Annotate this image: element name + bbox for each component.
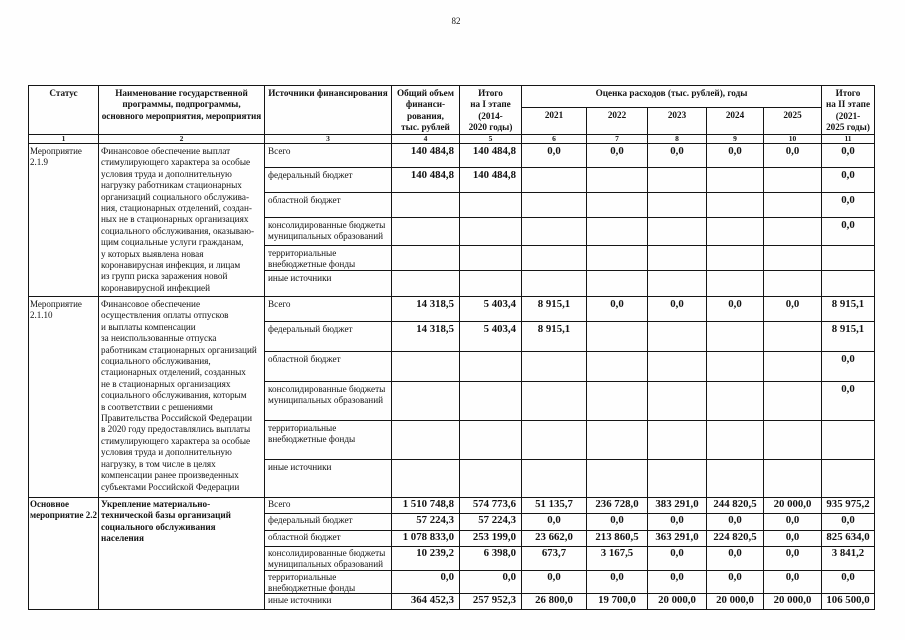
funding-source-label: федеральный бюджет xyxy=(268,515,353,525)
year-value-2025: 0,0 xyxy=(764,531,822,547)
year-value-2022 xyxy=(587,193,648,218)
program-name-line: коронавирусной инфекцией xyxy=(101,282,211,293)
total-funding-value: 1 510 748,8 xyxy=(392,498,460,514)
year-value-2022 xyxy=(587,421,648,460)
stage-1-total-value: 5 403,4 xyxy=(460,297,522,322)
year-value-2024 xyxy=(707,193,764,218)
funding-source-cell xyxy=(265,271,392,297)
column-number-11: 11 xyxy=(822,135,875,144)
year-value-2023 xyxy=(648,352,707,382)
year-value-2022: 0,0 xyxy=(587,571,648,594)
status-text-line: Основное xyxy=(30,499,69,509)
year-value-2023: 0,0 xyxy=(648,514,707,531)
year-value-2024 xyxy=(707,382,764,421)
funding-source-label: Всего xyxy=(268,299,291,309)
stage-2-total-value: 8 915,1 xyxy=(822,322,875,352)
year-value-2025: 0,0 xyxy=(764,144,822,168)
header-text-line: 2020 годы) xyxy=(468,122,513,133)
header-status: Статус xyxy=(29,86,99,135)
total-funding-value xyxy=(392,271,460,297)
status-text-line: 2.1.9 xyxy=(30,157,48,168)
funding-source-cell xyxy=(265,246,392,271)
program-name-line: социального обслуживания, xyxy=(101,356,211,367)
program-name-line: осуществления оплаты отпусков xyxy=(101,310,229,321)
header-text-line: (2014- xyxy=(478,110,503,121)
header-text-line: тыс. рублей xyxy=(401,122,450,133)
program-name-line: у которых выявлена новая xyxy=(101,248,204,259)
header-program-name xyxy=(99,86,265,135)
header-text-line: финанси- xyxy=(405,99,446,110)
header-year-2021: 2021 xyxy=(522,108,587,135)
year-value-2023: 0,0 xyxy=(648,571,707,594)
funding-source-cell xyxy=(265,531,392,547)
year-value-2024: 0,0 xyxy=(707,571,764,594)
year-value-2024: 0,0 xyxy=(707,297,764,322)
status-text-line: 2.1.10 xyxy=(30,310,53,321)
funding-source-label: консолидированные бюджеты xyxy=(268,384,386,394)
program-name-line: компенсации ранее произведенных xyxy=(101,470,239,481)
stage-1-total-value: 6 398,0 xyxy=(460,547,522,571)
header-year-2023: 2023 xyxy=(648,108,707,135)
year-value-2021 xyxy=(522,271,587,297)
year-value-2024: 20 000,0 xyxy=(707,594,764,610)
stage-2-total-value: 0,0 xyxy=(822,193,875,218)
year-value-2021: 26 800,0 xyxy=(522,594,587,610)
year-value-2025 xyxy=(764,168,822,193)
header-funding-sources: Источники финансирования xyxy=(265,86,392,135)
year-value-2021 xyxy=(522,421,587,460)
program-name-line: щим социальные услуги гражданам, xyxy=(101,237,244,248)
year-value-2023 xyxy=(648,168,707,193)
funding-source-label: иные источники xyxy=(268,462,332,472)
header-year-2022: 2022 xyxy=(587,108,648,135)
year-value-2024 xyxy=(707,218,764,246)
program-name-line: не в стационарных организациях xyxy=(101,378,231,389)
total-funding-value xyxy=(392,382,460,421)
stage-1-total-value: 140 484,8 xyxy=(460,144,522,168)
program-name-line: нагрузку, в том числе в целях xyxy=(101,458,216,469)
program-name-line: в 2020 году предоставлялись выплаты xyxy=(101,424,251,435)
funding-source-cell xyxy=(265,144,392,168)
column-number-8: 8 xyxy=(648,135,707,144)
total-funding-value: 14 318,5 xyxy=(392,322,460,352)
stage-1-total-value xyxy=(460,421,522,460)
header-text-line: на I этапе xyxy=(470,99,511,110)
column-number-2: 2 xyxy=(99,135,265,144)
status-cell xyxy=(29,144,99,297)
funding-source-label: областной бюджет xyxy=(268,195,341,205)
year-value-2023 xyxy=(648,246,707,271)
program-name-line: условия труда и дополнительную xyxy=(101,168,232,179)
year-value-2024: 0,0 xyxy=(707,144,764,168)
program-name-line: из групп риска заражения новой xyxy=(101,271,228,282)
program-name-line: социального обслуживания, которым xyxy=(101,390,247,401)
funding-source-label: муниципальных образований xyxy=(268,231,384,242)
column-number-10: 10 xyxy=(764,135,822,144)
status-text-line: мероприятие 2.2 xyxy=(30,510,97,521)
year-value-2021: 0,0 xyxy=(522,571,587,594)
year-value-2024: 0,0 xyxy=(707,547,764,571)
status-text-line: Мероприятие xyxy=(30,299,82,309)
funding-source-cell xyxy=(265,421,392,460)
total-funding-value: 10 239,2 xyxy=(392,547,460,571)
year-value-2022: 19 700,0 xyxy=(587,594,648,610)
year-value-2022: 213 860,5 xyxy=(587,531,648,547)
year-value-2021 xyxy=(522,352,587,382)
stage-1-total-value xyxy=(460,382,522,421)
program-name-line: Финансовое обеспечение выплат xyxy=(101,146,231,156)
stage-1-total-value xyxy=(460,193,522,218)
year-value-2021: 8 915,1 xyxy=(522,322,587,352)
status-cell xyxy=(29,297,99,498)
year-value-2023: 0,0 xyxy=(648,547,707,571)
funding-source-cell xyxy=(265,547,392,571)
total-funding-value xyxy=(392,246,460,271)
header-text-line: (2021- xyxy=(835,110,861,121)
funding-source-cell xyxy=(265,460,392,498)
program-name-line: ния, стационарных отделений, создан- xyxy=(101,203,252,214)
year-value-2022 xyxy=(587,271,648,297)
year-value-2025: 0,0 xyxy=(764,547,822,571)
stage-1-total-value xyxy=(460,460,522,498)
year-value-2021 xyxy=(522,193,587,218)
stage-2-total-value: 0,0 xyxy=(822,571,875,594)
year-value-2022 xyxy=(587,352,648,382)
funding-source-label: территориальные xyxy=(268,248,337,258)
program-name-line: населения xyxy=(101,533,144,544)
year-value-2023 xyxy=(648,193,707,218)
status-cell xyxy=(29,498,99,610)
year-value-2022 xyxy=(587,246,648,271)
stage-2-total-value: 106 500,0 xyxy=(822,594,875,610)
program-name-line: стационарных отделений, созданных xyxy=(101,367,246,378)
program-name-line: Финансовое обеспечение xyxy=(101,299,201,309)
year-value-2024 xyxy=(707,421,764,460)
program-name-line: коронавирусная инфекция, и лицам xyxy=(101,260,241,271)
year-value-2025: 0,0 xyxy=(764,571,822,594)
program-name-line: и выплаты компенсации xyxy=(101,321,196,332)
header-year-2024: 2024 xyxy=(707,108,764,135)
stage-1-total-value: 140 484,8 xyxy=(460,168,522,193)
year-value-2023 xyxy=(648,322,707,352)
program-name-line: Правительства Российской Федерации xyxy=(101,413,253,424)
stage-2-total-value: 0,0 xyxy=(822,144,875,168)
year-value-2021 xyxy=(522,218,587,246)
funding-source-label: внебюджетные фонды xyxy=(268,259,356,270)
header-text-line: на II этапе xyxy=(825,99,871,110)
funding-source-label: муниципальных образований xyxy=(268,559,384,570)
program-name-line: в соответствии с решениями xyxy=(101,401,213,412)
funding-source-cell xyxy=(265,322,392,352)
header-text-line: 2025 годы) xyxy=(826,122,870,133)
status-text-line: Мероприятие xyxy=(30,146,82,156)
stage-1-total-value: 5 403,4 xyxy=(460,322,522,352)
total-funding-value: 57 224,3 xyxy=(392,514,460,531)
total-funding-value: 14 318,5 xyxy=(392,297,460,322)
stage-2-total-value xyxy=(822,460,875,498)
year-value-2021: 23 662,0 xyxy=(522,531,587,547)
header-text-line: Наименование государственной xyxy=(115,88,248,98)
program-name-line: субъектами Российской Федерации xyxy=(101,481,240,492)
column-number-3: 3 xyxy=(265,135,392,144)
funding-source-cell xyxy=(265,498,392,514)
year-value-2022: 0,0 xyxy=(587,297,648,322)
program-name-line: стимулирующего характера за особые xyxy=(101,435,251,446)
stage-2-total-value: 3 841,2 xyxy=(822,547,875,571)
program-name-line: за неиспользованные отпуска xyxy=(101,333,217,344)
header-text-line: Итого xyxy=(835,88,861,98)
funding-source-label: федеральный бюджет xyxy=(268,170,353,180)
header-stage-1-total xyxy=(460,86,522,135)
funding-source-label: иные источники xyxy=(268,273,332,283)
program-name-line: технической базы организаций xyxy=(101,510,231,521)
year-value-2023 xyxy=(648,460,707,498)
year-value-2025: 0,0 xyxy=(764,514,822,531)
year-value-2023: 20 000,0 xyxy=(648,594,707,610)
total-funding-value xyxy=(392,421,460,460)
funding-source-cell xyxy=(265,594,392,610)
funding-source-label: консолидированные бюджеты xyxy=(268,220,386,230)
stage-2-total-value xyxy=(822,421,875,460)
year-value-2025 xyxy=(764,271,822,297)
funding-source-label: областной бюджет xyxy=(268,354,341,364)
funding-source-cell xyxy=(265,352,392,382)
stage-1-total-value: 257 952,3 xyxy=(460,594,522,610)
total-funding-value: 140 484,8 xyxy=(392,144,460,168)
year-value-2025 xyxy=(764,193,822,218)
year-value-2025 xyxy=(764,460,822,498)
header-expense-estimate: Оценка расходов (тыс. рублей), годы xyxy=(522,86,822,108)
year-value-2022 xyxy=(587,218,648,246)
total-funding-value xyxy=(392,193,460,218)
column-number-6: 6 xyxy=(522,135,587,144)
year-value-2021 xyxy=(522,382,587,421)
year-value-2023 xyxy=(648,218,707,246)
year-value-2024: 224 820,5 xyxy=(707,531,764,547)
year-value-2022: 236 728,0 xyxy=(587,498,648,514)
year-value-2023: 0,0 xyxy=(648,144,707,168)
year-value-2021: 673,7 xyxy=(522,547,587,571)
funding-source-cell xyxy=(265,297,392,322)
funding-source-cell xyxy=(265,514,392,531)
column-number-5: 5 xyxy=(460,135,522,144)
program-name-line: нагрузку работникам стационарных xyxy=(101,180,242,191)
year-value-2023: 0,0 xyxy=(648,297,707,322)
year-value-2022: 3 167,5 xyxy=(587,547,648,571)
stage-1-total-value xyxy=(460,271,522,297)
year-value-2023 xyxy=(648,421,707,460)
year-value-2022 xyxy=(587,322,648,352)
funding-source-label: внебюджетные фонды xyxy=(268,583,356,594)
stage-1-total-value xyxy=(460,246,522,271)
stage-1-total-value: 574 773,6 xyxy=(460,498,522,514)
program-name-cell xyxy=(99,498,265,610)
program-name-line: организаций социального обслужива- xyxy=(101,191,250,202)
stage-2-total-value: 935 975,2 xyxy=(822,498,875,514)
year-value-2024 xyxy=(707,322,764,352)
total-funding-value: 1 078 833,0 xyxy=(392,531,460,547)
year-value-2022 xyxy=(587,168,648,193)
program-name-cell xyxy=(99,144,265,297)
year-value-2025 xyxy=(764,246,822,271)
header-text-line: Итого xyxy=(478,88,503,98)
program-name-line: Укрепление материально- xyxy=(101,499,211,509)
year-value-2021: 8 915,1 xyxy=(522,297,587,322)
page-number: 82 xyxy=(451,16,461,26)
stage-2-total-value: 0,0 xyxy=(822,168,875,193)
column-number-4: 4 xyxy=(392,135,460,144)
year-value-2025 xyxy=(764,352,822,382)
stage-2-total-value xyxy=(822,246,875,271)
year-value-2024 xyxy=(707,168,764,193)
total-funding-value xyxy=(392,460,460,498)
header-year-2025: 2025 xyxy=(764,108,822,135)
stage-2-total-value: 0,0 xyxy=(822,352,875,382)
funding-source-cell xyxy=(265,168,392,193)
header-text-line: программы, подпрограммы, xyxy=(122,99,241,110)
total-funding-value xyxy=(392,352,460,382)
program-name-cell xyxy=(99,297,265,498)
stage-2-total-value xyxy=(822,271,875,297)
funding-source-label: Всего xyxy=(268,146,291,156)
funding-source-label: территориальные xyxy=(268,423,337,433)
funding-source-label: внебюджетные фонды xyxy=(268,434,356,445)
header-text-line: рования, xyxy=(407,110,444,121)
funding-source-cell xyxy=(265,193,392,218)
year-value-2021: 51 135,7 xyxy=(522,498,587,514)
funding-source-label: иные источники xyxy=(268,595,332,605)
stage-1-total-value xyxy=(460,218,522,246)
funding-source-cell xyxy=(265,571,392,594)
funding-source-label: Всего xyxy=(268,499,291,509)
funding-source-cell xyxy=(265,382,392,421)
year-value-2025 xyxy=(764,322,822,352)
year-value-2022: 0,0 xyxy=(587,514,648,531)
total-funding-value: 0,0 xyxy=(392,571,460,594)
year-value-2023: 363 291,0 xyxy=(648,531,707,547)
program-name-line: стимулирующего характера за особые xyxy=(101,157,251,168)
year-value-2024 xyxy=(707,246,764,271)
funding-source-label: областной бюджет xyxy=(268,532,341,542)
year-value-2023: 383 291,0 xyxy=(648,498,707,514)
stage-2-total-value: 0,0 xyxy=(822,382,875,421)
funding-source-label: федеральный бюджет xyxy=(268,324,353,334)
funding-source-label: консолидированные бюджеты xyxy=(268,548,386,558)
stage-1-total-value: 253 199,0 xyxy=(460,531,522,547)
year-value-2022 xyxy=(587,460,648,498)
year-value-2024: 0,0 xyxy=(707,514,764,531)
program-name-line: условия труда и дополнительную xyxy=(101,447,232,458)
stage-1-total-value: 57 224,3 xyxy=(460,514,522,531)
stage-1-total-value xyxy=(460,352,522,382)
stage-2-total-value: 0,0 xyxy=(822,514,875,531)
column-number-1: 1 xyxy=(29,135,99,144)
year-value-2021 xyxy=(522,168,587,193)
funding-source-label: территориальные xyxy=(268,572,337,582)
year-value-2025: 20 000,0 xyxy=(764,498,822,514)
year-value-2025 xyxy=(764,218,822,246)
program-name-line: социального обслуживания xyxy=(101,521,216,532)
funding-source-label: муниципальных образований xyxy=(268,395,384,406)
column-number-9: 9 xyxy=(707,135,764,144)
stage-2-total-value: 0,0 xyxy=(822,218,875,246)
year-value-2021: 0,0 xyxy=(522,144,587,168)
total-funding-value: 364 452,3 xyxy=(392,594,460,610)
year-value-2025: 0,0 xyxy=(764,297,822,322)
year-value-2022 xyxy=(587,382,648,421)
year-value-2024 xyxy=(707,352,764,382)
year-value-2025 xyxy=(764,382,822,421)
program-name-line: ных не в стационарных организациях xyxy=(101,214,249,225)
header-stage-2-total xyxy=(822,86,875,135)
stage-2-total-value: 825 634,0 xyxy=(822,531,875,547)
budget-table xyxy=(28,85,875,610)
program-name-line: работникам стационарных организаций xyxy=(101,344,257,355)
year-value-2023 xyxy=(648,271,707,297)
year-value-2021 xyxy=(522,460,587,498)
year-value-2021: 0,0 xyxy=(522,514,587,531)
year-value-2024 xyxy=(707,460,764,498)
column-number-7: 7 xyxy=(587,135,648,144)
year-value-2025: 20 000,0 xyxy=(764,594,822,610)
header-total-funding xyxy=(392,86,460,135)
program-name-line: социального обслуживания, оказываю- xyxy=(101,225,255,236)
stage-2-total-value: 8 915,1 xyxy=(822,297,875,322)
header-text-line: основного мероприятия, мероприятия xyxy=(101,110,262,121)
year-value-2025 xyxy=(764,421,822,460)
total-funding-value: 140 484,8 xyxy=(392,168,460,193)
year-value-2024: 244 820,5 xyxy=(707,498,764,514)
header-text-line: Общий объем xyxy=(396,88,455,98)
year-value-2024 xyxy=(707,271,764,297)
year-value-2021 xyxy=(522,246,587,271)
stage-1-total-value: 0,0 xyxy=(460,571,522,594)
funding-source-cell xyxy=(265,218,392,246)
year-value-2023 xyxy=(648,382,707,421)
year-value-2022: 0,0 xyxy=(587,144,648,168)
total-funding-value xyxy=(392,218,460,246)
